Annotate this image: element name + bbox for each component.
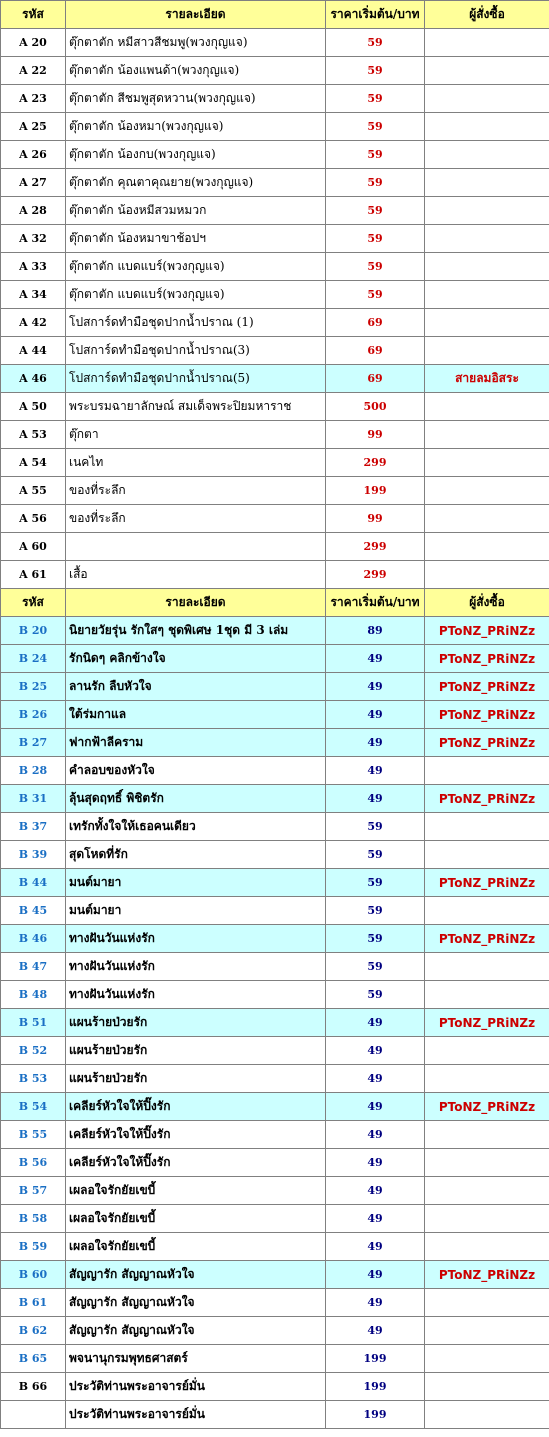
item-buyer: PToNZ_PRiNZz: [425, 645, 549, 673]
item-buyer: [425, 1373, 549, 1401]
item-buyer: [425, 1121, 549, 1149]
item-price: 299: [326, 561, 425, 589]
item-buyer: [425, 225, 549, 253]
item-buyer: [425, 561, 549, 589]
header-code: รหัส: [1, 589, 66, 617]
item-code: B 51: [1, 1009, 66, 1037]
item-price: 59: [326, 813, 425, 841]
item-code: B 65: [1, 1345, 66, 1373]
table-row: [1, 29, 549, 57]
header-row: [1, 1, 549, 29]
item-price: 59: [326, 981, 425, 1009]
item-buyer: [425, 1317, 549, 1345]
item-description: ตุ๊กตาตัก หมีสาวสีชมพู(พวงกุญแจ): [66, 29, 326, 57]
table-row: [1, 1177, 549, 1205]
item-description: เผลอใจรักยัยเขบี้: [66, 1205, 326, 1233]
item-description: โปสการ์ดทำมือชุดปากน้ำปราณ(5): [66, 365, 326, 393]
item-price: 49: [326, 1205, 425, 1233]
table-row: [1, 225, 549, 253]
table-row: [1, 841, 549, 869]
item-code: A 60: [1, 533, 66, 561]
item-buyer: [425, 477, 549, 505]
header-row: [1, 589, 549, 617]
item-price: 49: [326, 1009, 425, 1037]
table-row: [1, 1121, 549, 1149]
table-row: [1, 897, 549, 925]
item-description: สุดโหดที่รัก: [66, 841, 326, 869]
table-row: [1, 337, 549, 365]
item-price: 49: [326, 729, 425, 757]
table-row: [1, 869, 549, 897]
item-price: 59: [326, 841, 425, 869]
item-code: B 25: [1, 673, 66, 701]
item-description: ลุ้นสุดฤทธิ์ พิชิตรัก: [66, 785, 326, 813]
item-buyer: PToNZ_PRiNZz: [425, 1009, 549, 1037]
item-code: A 20: [1, 29, 66, 57]
table-row: [1, 1317, 549, 1345]
item-description: ตุ๊กตาตัก น้องกบ(พวงกุญแจ): [66, 141, 326, 169]
item-description: โปสการ์ดทำมือชุดปากน้ำปราณ (1): [66, 309, 326, 337]
item-description: สัญญารัก สัญญาณหัวใจ: [66, 1261, 326, 1289]
section-b: [1, 589, 549, 1429]
header-buyer: ผู้สั่งซื้อ: [425, 589, 549, 617]
item-description: ของที่ระลึก: [66, 477, 326, 505]
item-code: B 53: [1, 1065, 66, 1093]
item-price: 49: [326, 1233, 425, 1261]
item-price: 49: [326, 1177, 425, 1205]
item-price: 89: [326, 617, 425, 645]
item-description: เผลอใจรักยัยเขบี้: [66, 1177, 326, 1205]
header-buyer: ผู้สั่งซื้อ: [425, 1, 549, 29]
item-buyer: [425, 505, 549, 533]
table-row: [1, 757, 549, 785]
item-description: [66, 533, 326, 561]
item-price: 69: [326, 337, 425, 365]
item-price: 59: [326, 869, 425, 897]
item-price: 49: [326, 757, 425, 785]
table-row: [1, 1233, 549, 1261]
item-buyer: [425, 757, 549, 785]
item-code: A 32: [1, 225, 66, 253]
item-price: 49: [326, 701, 425, 729]
table-row: [1, 1345, 549, 1373]
item-code: [1, 1401, 66, 1429]
item-price: 59: [326, 141, 425, 169]
table-row: [1, 1065, 549, 1093]
item-price: 500: [326, 393, 425, 421]
item-description: คำลอบของหัวใจ: [66, 757, 326, 785]
item-price: 59: [326, 113, 425, 141]
item-price: 59: [326, 281, 425, 309]
item-code: B 57: [1, 1177, 66, 1205]
table-row: [1, 1009, 549, 1037]
table-row: [1, 505, 549, 533]
table-row: [1, 813, 549, 841]
item-description: ฟากฟ้าลีคราม: [66, 729, 326, 757]
item-description: ทางฝันวันแห่งรัก: [66, 925, 326, 953]
table-row: [1, 1261, 549, 1289]
item-code: A 25: [1, 113, 66, 141]
item-description: เสื้อ: [66, 561, 326, 589]
table-row: [1, 1149, 549, 1177]
item-buyer: [425, 29, 549, 57]
item-buyer: PToNZ_PRiNZz: [425, 925, 549, 953]
item-code: B 28: [1, 757, 66, 785]
item-code: B 26: [1, 701, 66, 729]
item-description: พจนานุกรมพุทธศาสตร์: [66, 1345, 326, 1373]
item-price: 99: [326, 505, 425, 533]
item-buyer: [425, 1065, 549, 1093]
table-row: [1, 729, 549, 757]
table-row: [1, 981, 549, 1009]
item-code: A 44: [1, 337, 66, 365]
table-row: [1, 673, 549, 701]
item-price: 299: [326, 533, 425, 561]
item-buyer: [425, 337, 549, 365]
item-buyer: PToNZ_PRiNZz: [425, 673, 549, 701]
item-buyer: [425, 1289, 549, 1317]
item-price: 69: [326, 309, 425, 337]
item-description: ใต้ร่มกาแล: [66, 701, 326, 729]
item-buyer: [425, 1149, 549, 1177]
item-price: 59: [326, 897, 425, 925]
item-buyer: [425, 141, 549, 169]
item-price: 49: [326, 1149, 425, 1177]
item-price: 59: [326, 197, 425, 225]
item-buyer: [425, 309, 549, 337]
item-description: เทรักทั้งใจให้เธอคนเดียว: [66, 813, 326, 841]
item-description: โปสการ์ดทำมือชุดปากน้ำปราณ(3): [66, 337, 326, 365]
item-code: A 54: [1, 449, 66, 477]
table-row: [1, 617, 549, 645]
item-description: ประวัติท่านพระอาจารย์มั่น: [66, 1373, 326, 1401]
item-description: ทางฝันวันแห่งรัก: [66, 953, 326, 981]
item-code: B 59: [1, 1233, 66, 1261]
table-row: [1, 533, 549, 561]
table-row: [1, 1401, 549, 1429]
item-buyer: [425, 897, 549, 925]
item-buyer: [425, 57, 549, 85]
item-code: B 58: [1, 1205, 66, 1233]
item-code: B 46: [1, 925, 66, 953]
item-description: สัญญารัก สัญญาณหัวใจ: [66, 1317, 326, 1345]
item-description: สัญญารัก สัญญาณหัวใจ: [66, 1289, 326, 1317]
header-detail: รายละเอียด: [66, 1, 326, 29]
item-buyer: สายลมอิสระ: [425, 365, 549, 393]
item-code: B 66: [1, 1373, 66, 1401]
table-row: [1, 477, 549, 505]
item-description: ตุ๊กตาตัก แบดแบร์(พวงกุญแจ): [66, 253, 326, 281]
table-row: [1, 365, 549, 393]
item-code: B 54: [1, 1093, 66, 1121]
item-buyer: [425, 281, 549, 309]
item-price: 199: [326, 1401, 425, 1429]
table-row: [1, 1373, 549, 1401]
header-price: ราคาเริ่มต้น/บาท: [326, 589, 425, 617]
item-description: ตุ๊กตา: [66, 421, 326, 449]
item-description: ตุ๊กตาตัก น้องแพนด้า(พวงกุญแจ): [66, 57, 326, 85]
item-description: ตุ๊กตาตัก น้องหมา(พวงกุญแจ): [66, 113, 326, 141]
item-description: ตุ๊กตาตัก สีชมพูสุดหวาน(พวงกุญแจ): [66, 85, 326, 113]
item-description: ตุ๊กตาตัก น้องหมาขาช้อปฯ: [66, 225, 326, 253]
header-code: รหัส: [1, 1, 66, 29]
item-code: B 24: [1, 645, 66, 673]
item-price: 69: [326, 365, 425, 393]
item-code: A 53: [1, 421, 66, 449]
item-price: 59: [326, 953, 425, 981]
item-price: 199: [326, 1345, 425, 1373]
table-row: [1, 701, 549, 729]
item-code: A 56: [1, 505, 66, 533]
item-code: A 23: [1, 85, 66, 113]
item-code: B 37: [1, 813, 66, 841]
item-code: B 62: [1, 1317, 66, 1345]
item-buyer: [425, 421, 549, 449]
item-buyer: [425, 533, 549, 561]
item-description: แผนร้ายป่วยรัก: [66, 1065, 326, 1093]
item-price: 49: [326, 1317, 425, 1345]
item-buyer: [425, 85, 549, 113]
item-buyer: [425, 1205, 549, 1233]
item-code: B 31: [1, 785, 66, 813]
item-description: เนคไท: [66, 449, 326, 477]
item-code: A 46: [1, 365, 66, 393]
item-price: 59: [326, 85, 425, 113]
table-row: [1, 1289, 549, 1317]
item-price: 49: [326, 673, 425, 701]
item-price: 49: [326, 1121, 425, 1149]
item-buyer: [425, 953, 549, 981]
item-code: A 26: [1, 141, 66, 169]
item-code: B 45: [1, 897, 66, 925]
item-code: B 56: [1, 1149, 66, 1177]
item-description: แผนร้ายป่วยรัก: [66, 1009, 326, 1037]
item-price: 49: [326, 1289, 425, 1317]
item-code: A 61: [1, 561, 66, 589]
item-code: B 39: [1, 841, 66, 869]
item-buyer: [425, 1345, 549, 1373]
table-row: [1, 1037, 549, 1065]
item-description: มนต์มายา: [66, 897, 326, 925]
item-buyer: [425, 813, 549, 841]
item-code: A 27: [1, 169, 66, 197]
header-price: ราคาเริ่มต้น/บาท: [326, 1, 425, 29]
table-row: [1, 113, 549, 141]
item-code: A 50: [1, 393, 66, 421]
table-row: [1, 561, 549, 589]
item-price: 299: [326, 449, 425, 477]
item-price: 59: [326, 169, 425, 197]
item-buyer: [425, 981, 549, 1009]
item-description: ลานรัก ลืบหัวใจ: [66, 673, 326, 701]
item-description: ตุ๊กตาตัก คุณตาคุณยาย(พวงกุญแจ): [66, 169, 326, 197]
item-buyer: PToNZ_PRiNZz: [425, 1261, 549, 1289]
table-row: [1, 197, 549, 225]
item-buyer: [425, 1177, 549, 1205]
item-code: B 27: [1, 729, 66, 757]
item-description: แผนร้ายป่วยรัก: [66, 1037, 326, 1065]
item-description: ของที่ระลึก: [66, 505, 326, 533]
item-code: B 44: [1, 869, 66, 897]
item-code: B 61: [1, 1289, 66, 1317]
item-code: A 34: [1, 281, 66, 309]
item-price: 49: [326, 785, 425, 813]
item-buyer: PToNZ_PRiNZz: [425, 869, 549, 897]
item-buyer: [425, 169, 549, 197]
table-row: [1, 421, 549, 449]
item-buyer: PToNZ_PRiNZz: [425, 617, 549, 645]
item-description: ประวัติท่านพระอาจารย์มั่น: [66, 1401, 326, 1429]
table-row: [1, 281, 549, 309]
item-price: 59: [326, 925, 425, 953]
item-price: 49: [326, 1261, 425, 1289]
item-code: B 52: [1, 1037, 66, 1065]
item-price: 199: [326, 1373, 425, 1401]
table-row: [1, 393, 549, 421]
section-a: [1, 1, 549, 589]
table-row: [1, 925, 549, 953]
item-price: 49: [326, 1065, 425, 1093]
item-price: 49: [326, 1093, 425, 1121]
item-description: ตุ๊กตาตัก น้องหมีสวมหมวก: [66, 197, 326, 225]
item-buyer: PToNZ_PRiNZz: [425, 701, 549, 729]
table-row: [1, 141, 549, 169]
item-buyer: [425, 1233, 549, 1261]
table-row: [1, 785, 549, 813]
item-code: A 33: [1, 253, 66, 281]
item-buyer: [425, 393, 549, 421]
item-description: เคลียร์หัวใจให้ปิ๊งรัก: [66, 1149, 326, 1177]
table-row: [1, 1093, 549, 1121]
table-row: [1, 253, 549, 281]
table-row: [1, 953, 549, 981]
item-price: 49: [326, 645, 425, 673]
item-buyer: [425, 253, 549, 281]
item-price: 59: [326, 253, 425, 281]
table-row: [1, 169, 549, 197]
item-buyer: [425, 449, 549, 477]
item-code: B 20: [1, 617, 66, 645]
item-code: B 47: [1, 953, 66, 981]
table-row: [1, 309, 549, 337]
item-price: 59: [326, 57, 425, 85]
table-row: [1, 57, 549, 85]
item-description: มนต์มายา: [66, 869, 326, 897]
item-description: เคลียร์หัวใจให้ปิ๊งรัก: [66, 1121, 326, 1149]
table-row: [1, 85, 549, 113]
item-code: A 55: [1, 477, 66, 505]
item-price: 59: [326, 225, 425, 253]
item-buyer: [425, 1037, 549, 1065]
item-code: A 42: [1, 309, 66, 337]
table-row: [1, 1205, 549, 1233]
table-row: [1, 449, 549, 477]
item-description: ตุ๊กตาตัก แบดแบร์(พวงกุญแจ): [66, 281, 326, 309]
item-code: B 60: [1, 1261, 66, 1289]
item-code: B 48: [1, 981, 66, 1009]
item-description: นิยายวัยรุ่น รักใสๆ ชุดพิเศษ 1ชุด มี 3 เล่ม: [66, 617, 326, 645]
item-buyer: [425, 197, 549, 225]
item-price: 49: [326, 1037, 425, 1065]
item-buyer: PToNZ_PRiNZz: [425, 785, 549, 813]
item-code: A 28: [1, 197, 66, 225]
item-price: 199: [326, 477, 425, 505]
item-buyer: [425, 1401, 549, 1429]
header-detail: รายละเอียด: [66, 589, 326, 617]
item-price: 99: [326, 421, 425, 449]
item-description: พระบรมฉายาลักษณ์ สมเด็จพระปิยมหาราช: [66, 393, 326, 421]
item-code: A 22: [1, 57, 66, 85]
item-code: B 55: [1, 1121, 66, 1149]
item-description: ทางฝันวันแห่งรัก: [66, 981, 326, 1009]
item-buyer: [425, 113, 549, 141]
item-buyer: PToNZ_PRiNZz: [425, 729, 549, 757]
item-description: เผลอใจรักยัยเขบี้: [66, 1233, 326, 1261]
item-description: เคลียร์หัวใจให้ปิ๊งรัก: [66, 1093, 326, 1121]
item-buyer: [425, 841, 549, 869]
item-buyer: PToNZ_PRiNZz: [425, 1093, 549, 1121]
table-row: [1, 645, 549, 673]
item-description: รักนิดๆ คลิกข้างใจ: [66, 645, 326, 673]
item-price: 59: [326, 29, 425, 57]
